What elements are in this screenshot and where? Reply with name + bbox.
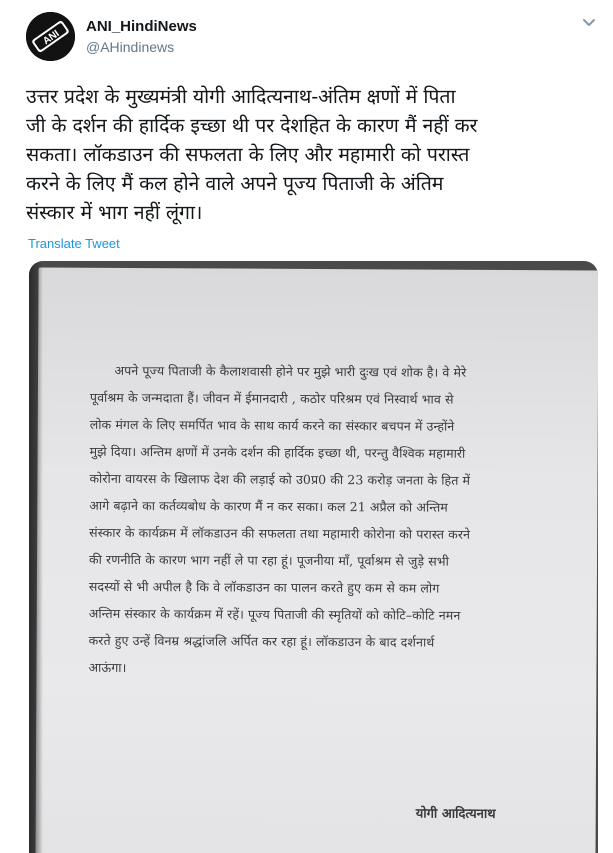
display-name[interactable]: ANI_HindiNews [86,18,197,35]
tweet-text: उत्तर प्रदेश के मुख्यमंत्री योगी आदित्यनाथ-अंतिम क्षणों में पिता जी के दर्शन की हार्दिक इच्छा थी पर देशहित के कारण मैं नहीं कर सकता। लॉकडाउन की सफलता के लिए और महामारी को परास्त करने के लिए मैं कल होने वाले अपने पूज्य पिताजी के अंतिम संस्कार में भाग नहीं लूंगा। [26,85,478,224]
ani-logo-icon [26,12,75,61]
letter-paper [35,268,598,853]
translate-tweet-link[interactable]: Translate Tweet [28,236,120,251]
photo-edge-shadow [29,261,43,853]
chevron-down-icon[interactable] [582,18,596,28]
letter-body: अपने पूज्य पिताजी के कैलाशवासी होने पर मुझे भारी दुःख एवं शोक है। वे मेरे पूर्वाश्रम के जन्मदाता हैं। जीवन में ईमानदारी , कठोर परिश्रम एवं निस्वार्थ भाव से लोक मंगल के लिए समर्पित भाव के साथ कार्य करने का संस्कार बचपन में उन्होंने मुझे दिया। अन्तिम क्षणों में उनके दर्शन की हार्दिक इच्छा थी, परन्तु वैश्विक महामारी कोरोना वायरस के खिलाफ देश की लड़ाई को उ0प्र0 की 23 करोड़ जनता के हित में आगे बढ़ाने का कर्तव्यबोध के कारण मैं न कर सका। कल 21 अप्रैल को अन्तिम संस्कार के कार्यक्रम में लॉकडाउन की सफलता तथा महामारी कोरोना को परास्त करने की रणनीति के कारण भाग नहीं ले पा रहा हूं। पूजनीया माँ, पूर्वाश्रम से जुड़े सभी सदस्यों से भी अपील है कि वे लॉकडाउन का पालन करते हुए कम से कम लोग अन्तिम संस्कार के कार्यक्रम में रहें। पूज्य पिताजी की स्मृतियों को कोटि–कोटि नमन करते हुए उन्हें विनम्र श्रद्धांजलि अर्पित कर रहा हूं। लॉकडाउन के बाद दर्शनार्थ आऊंगा। [88,362,471,676]
letter-signature: योगी आदित्यनाथ [415,806,496,822]
avatar-logo-text: ANI [41,28,62,48]
user-handle[interactable]: @AHindinews [86,39,175,55]
tweet-header [26,12,596,64]
tweet-media-image[interactable] [29,261,598,853]
avatar[interactable] [26,12,75,61]
user-info [86,18,197,56]
